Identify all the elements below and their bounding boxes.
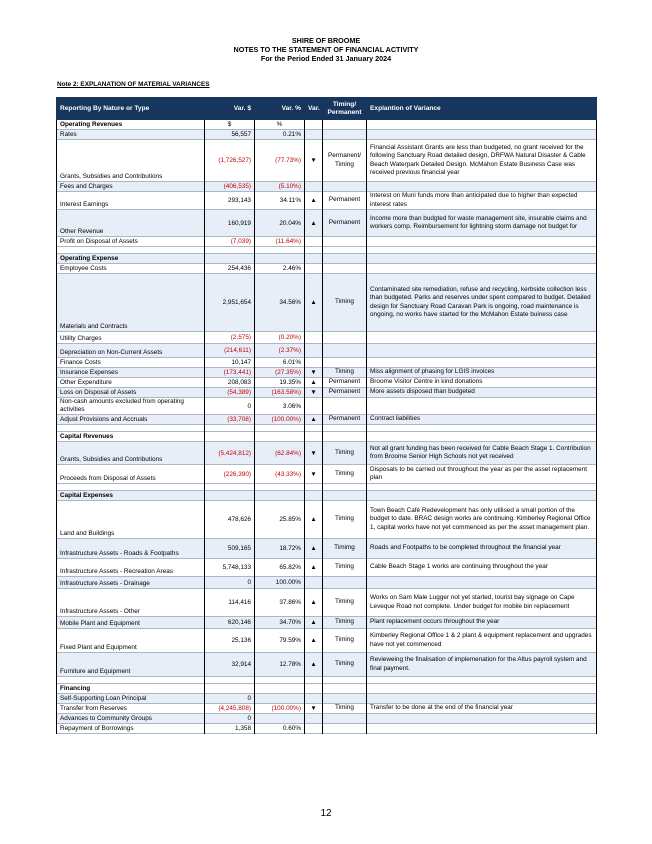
var-dollar-cell: 5,748,133 [205, 559, 255, 577]
var-dollar-cell: 254,436 [205, 264, 255, 274]
explanation-cell: Disposals to be carried out throughout the year as per the asset replacement plan [367, 465, 597, 484]
row-label: Land and Buildings [57, 501, 205, 539]
timing-cell: Timing [323, 704, 367, 714]
page-number: 12 [320, 808, 332, 819]
var-percent-cell: 37.86% [255, 589, 305, 617]
col-header-timing: Timing/ Permanent [323, 98, 367, 120]
timing-cell: Timimg [323, 539, 367, 559]
explanation-cell [367, 425, 597, 432]
var-percent-cell [255, 714, 305, 724]
table-row [57, 465, 597, 484]
explanation-cell: Interest on Muni funds more than anticipated due to higher than expected interest rates [367, 192, 597, 210]
table-row [57, 388, 597, 398]
var-arrow-cell [305, 425, 323, 432]
row-label: Infrastructure Assets - Recreation Areas [57, 559, 205, 577]
section-header-row [57, 120, 597, 130]
var-percent-cell: 19.35% [255, 378, 305, 388]
arrow-up-icon: ▲ [305, 589, 323, 617]
table-row [57, 140, 597, 182]
timing-cell [323, 491, 367, 501]
explanation-cell [367, 332, 597, 344]
arrow-up-icon: ▲ [305, 617, 323, 629]
arrow-up-icon: ▲ [305, 539, 323, 559]
var-dollar-cell: 509,165 [205, 539, 255, 559]
var-percent-cell: 34.70% [255, 617, 305, 629]
var-dollar-cell: 0 [205, 398, 255, 415]
explanation-cell: Financial Assistant Grants are less than budgeted, no grant received for the following Sanctuary Road detailed design, DRFWA Natural Disaster & Cable Beach Waterpark Detailed Design. McMahon Estate Business Case was received previous financial year [367, 140, 597, 182]
timing-cell [323, 264, 367, 274]
var-percent-cell: 12.78% [255, 653, 305, 677]
timing-cell [323, 577, 367, 589]
explanation-cell [367, 254, 597, 264]
var-dollar-cell: 114,416 [205, 589, 255, 617]
var-arrow-cell [305, 264, 323, 274]
row-label: Insurance Expenses [57, 368, 205, 378]
var-dollar-cell: 0 [205, 714, 255, 724]
arrow-up-icon: ▲ [305, 501, 323, 539]
explanation-cell [367, 358, 597, 368]
arrow-down-icon: ▼ [305, 442, 323, 465]
explanation-cell: Broome Visitor Centre in kind donations [367, 378, 597, 388]
row-label [57, 484, 205, 491]
row-label: Operating Revenues [57, 120, 205, 130]
var-dollar-cell [205, 432, 255, 442]
row-label: Infrastructure Assets - Other [57, 589, 205, 617]
row-label: Operating Expense [57, 254, 205, 264]
explanation-cell [367, 182, 597, 192]
table-row [57, 539, 597, 559]
var-dollar-cell: 2,951,654 [205, 274, 255, 332]
var-arrow-cell [305, 344, 323, 358]
table-row [57, 501, 597, 539]
explanation-cell [367, 130, 597, 140]
row-label: Other Expenditure [57, 378, 205, 388]
section-header-row [57, 254, 597, 264]
var-percent-cell [255, 484, 305, 491]
var-percent-cell [255, 432, 305, 442]
table-row [57, 274, 597, 332]
row-label: Proceeds from Disposal of Assets [57, 465, 205, 484]
row-label: Capital Revenues [57, 432, 205, 442]
var-arrow-cell [305, 358, 323, 368]
explanation-cell: Kimberley Regional Office 1 & 2 plant & equipment replacement and upgrades have not yet commenced [367, 629, 597, 653]
org-title: SHIRE OF BROOME [291, 36, 361, 45]
row-label: Loss on Disposal of Assets [57, 388, 205, 398]
timing-cell: Timing [323, 629, 367, 653]
var-dollar-cell: 620,146 [205, 617, 255, 629]
row-label: Finance Costs [57, 358, 205, 368]
explanation-cell [367, 264, 597, 274]
var-arrow-cell [305, 130, 323, 140]
var-percent-cell: (27.35%) [255, 368, 305, 378]
explanation-cell [367, 237, 597, 247]
var-dollar-cell: 208,083 [205, 378, 255, 388]
var-dollar-cell [205, 677, 255, 684]
var-arrow-cell [305, 182, 323, 192]
timing-cell [323, 714, 367, 724]
table-header-row [57, 98, 597, 120]
row-label: Financing [57, 684, 205, 694]
timing-cell [323, 344, 367, 358]
row-label: Utility Charges [57, 332, 205, 344]
timing-cell [323, 398, 367, 415]
explanation-cell [367, 694, 597, 704]
var-arrow-cell [305, 724, 323, 734]
var-percent-cell [255, 491, 305, 501]
timing-cell [323, 332, 367, 344]
explanation-cell [367, 714, 597, 724]
row-label: Mobile Plant and Equipment [57, 617, 205, 629]
timing-cell: Timing [323, 501, 367, 539]
explanation-cell: More assets disposed than budgeted [367, 388, 597, 398]
timing-cell: Permanent [323, 388, 367, 398]
var-percent-cell: (62.84%) [255, 442, 305, 465]
table-row [57, 629, 597, 653]
var-percent-cell: 34.11% [255, 192, 305, 210]
var-dollar-cell: (33,708) [205, 415, 255, 425]
timing-cell [323, 254, 367, 264]
arrow-up-icon: ▲ [305, 192, 323, 210]
timing-cell [323, 432, 367, 442]
report-period: For the Period Ended 31 January 2024 [260, 54, 392, 63]
var-percent-cell: 79.59% [255, 629, 305, 653]
timing-cell: Permanent [323, 415, 367, 425]
section-header-row [57, 491, 597, 501]
row-label: Other Revenue [57, 210, 205, 237]
explanation-cell: Revieweing the finalisation of implemenation for the Altus payroll system and final payment. [367, 653, 597, 677]
var-dollar-cell: (7,039) [205, 237, 255, 247]
var-dollar-cell: (406,535) [205, 182, 255, 192]
row-label: Capital Expenses [57, 491, 205, 501]
var-percent-cell: (2.37%) [255, 344, 305, 358]
var-dollar-cell: 0 [205, 694, 255, 704]
table-row [57, 344, 597, 358]
var-percent-cell: 6.01% [255, 358, 305, 368]
timing-cell: Timing [323, 653, 367, 677]
row-label: Interest Earnings [57, 192, 205, 210]
spacer-row [57, 247, 597, 254]
var-dollar-cell: (4,245,808) [205, 704, 255, 714]
table-row [57, 378, 597, 388]
col-header-var-percent: Var. % [255, 98, 305, 120]
explanation-cell: Contract liabilities [367, 415, 597, 425]
row-label: Infrastructure Assets - Roads & Footpaths [57, 539, 205, 559]
explanation-cell: Town Beach Café Redevelopment has only utilised a small portion of the budget to date. BRAC design works are continuing. Kimberley Regional Office 1, capital works have not yet commenced as per the asset management plan. [367, 501, 597, 539]
timing-cell: Timing [323, 465, 367, 484]
table-row [57, 694, 597, 704]
explanation-cell [367, 398, 597, 415]
var-arrow-cell [305, 684, 323, 694]
timing-cell [323, 684, 367, 694]
var-arrow-cell [305, 398, 323, 415]
var-percent-cell [255, 677, 305, 684]
arrow-up-icon: ▲ [305, 653, 323, 677]
table-body [57, 120, 597, 734]
explanation-cell [367, 491, 597, 501]
var-dollar-cell [205, 247, 255, 254]
var-percent-cell: 100.00% [255, 577, 305, 589]
var-dollar-cell: (173,441) [205, 368, 255, 378]
table-row [57, 192, 597, 210]
timing-cell [323, 724, 367, 734]
row-label: Transfer from Reserves [57, 704, 205, 714]
timing-cell [323, 694, 367, 704]
explanation-cell: Miss alignment of phasing for LGIS invoices [367, 368, 597, 378]
var-percent-cell: (0.20%) [255, 332, 305, 344]
var-dollar-cell: 32,914 [205, 653, 255, 677]
explanation-cell [367, 724, 597, 734]
timing-cell [323, 247, 367, 254]
var-arrow-cell [305, 677, 323, 684]
spacer-row [57, 484, 597, 491]
explanation-cell [367, 120, 597, 130]
row-label: Employee Costs [57, 264, 205, 274]
var-percent-cell: (100.00%) [255, 704, 305, 714]
timing-cell: Timing [323, 442, 367, 465]
table-row [57, 182, 597, 192]
timing-cell: Timing [323, 368, 367, 378]
var-dollar-cell: $ [205, 120, 255, 130]
var-percent-cell: 34.56% [255, 274, 305, 332]
row-label: Adjust Provisions and Accruals [57, 415, 205, 425]
var-dollar-cell: 10,147 [205, 358, 255, 368]
timing-cell: Timing [323, 617, 367, 629]
var-percent-cell [255, 684, 305, 694]
section-header-row [57, 432, 597, 442]
var-percent-cell: 20.04% [255, 210, 305, 237]
explanation-cell: Plant replacement occurs throughout the year [367, 617, 597, 629]
explanation-cell: Transfer to be done at the end of the financial year [367, 704, 597, 714]
table-row [57, 368, 597, 378]
row-label: Materials and Contracts [57, 274, 205, 332]
timing-cell [323, 484, 367, 491]
table-row [57, 398, 597, 415]
col-header-var-arrow: Var. [305, 98, 323, 120]
row-label [57, 677, 205, 684]
var-dollar-cell: (214,611) [205, 344, 255, 358]
explanation-cell [367, 344, 597, 358]
report-subtitle: NOTES TO THE STATEMENT OF FINANCIAL ACTIVITY [233, 45, 419, 54]
var-dollar-cell [205, 484, 255, 491]
var-percent-cell: (5.10%) [255, 182, 305, 192]
timing-cell [323, 358, 367, 368]
var-percent-cell [255, 247, 305, 254]
explanation-cell [367, 577, 597, 589]
explanation-cell: Works on Sam Male Lugger not yet started, tourist bay signage on Cape Leveque Road not complete. Under budget for mobile bin replacement [367, 589, 597, 617]
var-dollar-cell: 478,626 [205, 501, 255, 539]
var-percent-cell: (77.73%) [255, 140, 305, 182]
var-dollar-cell: 25,136 [205, 629, 255, 653]
explanation-cell [367, 432, 597, 442]
row-label: Rates [57, 130, 205, 140]
col-header-type: Reporting By Nature or Type [57, 98, 205, 120]
row-label [57, 247, 205, 254]
var-percent-cell: (100.00%) [255, 415, 305, 425]
var-arrow-cell [305, 120, 323, 130]
section-header-row [57, 684, 597, 694]
var-percent-cell: 3.06% [255, 398, 305, 415]
var-percent-cell: (163.58%) [255, 388, 305, 398]
explanation-cell [367, 684, 597, 694]
row-label: Grants, Subsidies and Contributions [57, 442, 205, 465]
var-dollar-cell: 293,143 [205, 192, 255, 210]
var-dollar-cell: (1,726,527) [205, 140, 255, 182]
table-row [57, 442, 597, 465]
explanation-cell [367, 484, 597, 491]
spacer-row [57, 425, 597, 432]
table-row [57, 704, 597, 714]
var-percent-cell: (43.33%) [255, 465, 305, 484]
var-dollar-cell: (5,424,812) [205, 442, 255, 465]
var-arrow-cell [305, 714, 323, 724]
var-percent-cell: % [255, 120, 305, 130]
var-percent-cell [255, 425, 305, 432]
arrow-up-icon: ▲ [305, 274, 323, 332]
row-label: Fees and Charges [57, 182, 205, 192]
explanation-cell: Cable Beach Stage 1 works are continuing throughout the year [367, 559, 597, 577]
row-label: Infrastructure Assets - Drainage [57, 577, 205, 589]
row-label: Depreciation on Non-Current Assets [57, 344, 205, 358]
table-row [57, 358, 597, 368]
var-arrow-cell [305, 577, 323, 589]
table-row [57, 589, 597, 617]
var-percent-cell: 18.72% [255, 539, 305, 559]
explanation-cell: Income more than budgted for waste management site, insurable claims and workers comp. Reimbursement for lightning storm damage not budget for [367, 210, 597, 237]
var-percent-cell: 25.85% [255, 501, 305, 539]
table-row [57, 724, 597, 734]
var-arrow-cell [305, 432, 323, 442]
timing-cell [323, 237, 367, 247]
var-dollar-cell: 56,557 [205, 130, 255, 140]
timing-cell: Permanent [323, 210, 367, 237]
timing-cell [323, 182, 367, 192]
arrow-up-icon: ▲ [305, 629, 323, 653]
timing-cell [323, 677, 367, 684]
timing-cell: Timing [323, 559, 367, 577]
arrow-up-icon: ▲ [305, 378, 323, 388]
timing-cell [323, 120, 367, 130]
table-row [57, 237, 597, 247]
table-row [57, 714, 597, 724]
arrow-up-icon: ▲ [305, 210, 323, 237]
table-row [57, 577, 597, 589]
explanation-cell: Not all grant funding has been received for Cable Beach Stage 1. Contribution from Broome Senior High Schools not yet received [367, 442, 597, 465]
var-arrow-cell [305, 332, 323, 344]
table-row [57, 559, 597, 577]
var-arrow-cell [305, 237, 323, 247]
var-dollar-cell: 0 [205, 577, 255, 589]
arrow-down-icon: ▼ [305, 140, 323, 182]
var-percent-cell: 0.21% [255, 130, 305, 140]
col-header-explanation: Explantion of Variance [367, 98, 597, 120]
note-title: Note 2: EXPLANATION OF MATERIAL VARIANCES [57, 81, 210, 88]
var-arrow-cell [305, 484, 323, 491]
explanation-cell: Contaminated site remediation, refuse and recycling, kerbside collection less than budgeted. Parks and reserves under spent compared to budget. Detailed design for Sanctuary Road Caravan Park is ongoing, road maintenance is ongoing, no works have started for the McMahon Estate buiness case [367, 274, 597, 332]
col-header-var-dollar: Var. $ [205, 98, 255, 120]
table-row [57, 653, 597, 677]
arrow-down-icon: ▼ [305, 704, 323, 714]
variance-table [56, 97, 597, 734]
table-row [57, 617, 597, 629]
var-percent-cell: 65.82% [255, 559, 305, 577]
row-label: Fixed Plant and Equipment [57, 629, 205, 653]
table-row [57, 332, 597, 344]
row-label: Furniture and Equipment [57, 653, 205, 677]
table-row [57, 210, 597, 237]
timing-cell: Permanent/ Timing [323, 140, 367, 182]
table-row [57, 130, 597, 140]
var-arrow-cell [305, 491, 323, 501]
row-label: Advances to Community Groups [57, 714, 205, 724]
var-arrow-cell [305, 694, 323, 704]
var-dollar-cell [205, 491, 255, 501]
timing-cell [323, 130, 367, 140]
var-percent-cell: (11.64%) [255, 237, 305, 247]
var-arrow-cell [305, 247, 323, 254]
arrow-up-icon: ▲ [305, 415, 323, 425]
explanation-cell: Roads and Footpaths to be completed throughout the financial year [367, 539, 597, 559]
var-percent-cell [255, 694, 305, 704]
var-dollar-cell [205, 684, 255, 694]
arrow-down-icon: ▼ [305, 368, 323, 378]
timing-cell: Permanent [323, 192, 367, 210]
timing-cell: Timing [323, 274, 367, 332]
var-dollar-cell: 1,358 [205, 724, 255, 734]
var-percent-cell: 2.46% [255, 264, 305, 274]
timing-cell: Timing [323, 589, 367, 617]
row-label [57, 425, 205, 432]
var-dollar-cell: (226,390) [205, 465, 255, 484]
var-arrow-cell [305, 254, 323, 264]
var-dollar-cell: 160,919 [205, 210, 255, 237]
table-row [57, 415, 597, 425]
row-label: Profit on Disposal of Assets [57, 237, 205, 247]
row-label: Grants, Subsidies and Contributions [57, 140, 205, 182]
timing-cell [323, 425, 367, 432]
var-percent-cell [255, 254, 305, 264]
var-dollar-cell [205, 425, 255, 432]
timing-cell: Permanent [323, 378, 367, 388]
var-percent-cell: 0.60% [255, 724, 305, 734]
var-dollar-cell: (2,575) [205, 332, 255, 344]
var-dollar-cell: (54,389) [205, 388, 255, 398]
arrow-down-icon: ▼ [305, 388, 323, 398]
row-label: Self-Supporting Loan Principal [57, 694, 205, 704]
table-row [57, 264, 597, 274]
var-dollar-cell [205, 254, 255, 264]
explanation-cell [367, 247, 597, 254]
explanation-cell [367, 677, 597, 684]
row-label: Repayment of Borrowings [57, 724, 205, 734]
row-label: Non-cash amounts excluded from operating activities [57, 398, 205, 415]
arrow-up-icon: ▲ [305, 559, 323, 577]
spacer-row [57, 677, 597, 684]
arrow-down-icon: ▼ [305, 465, 323, 484]
